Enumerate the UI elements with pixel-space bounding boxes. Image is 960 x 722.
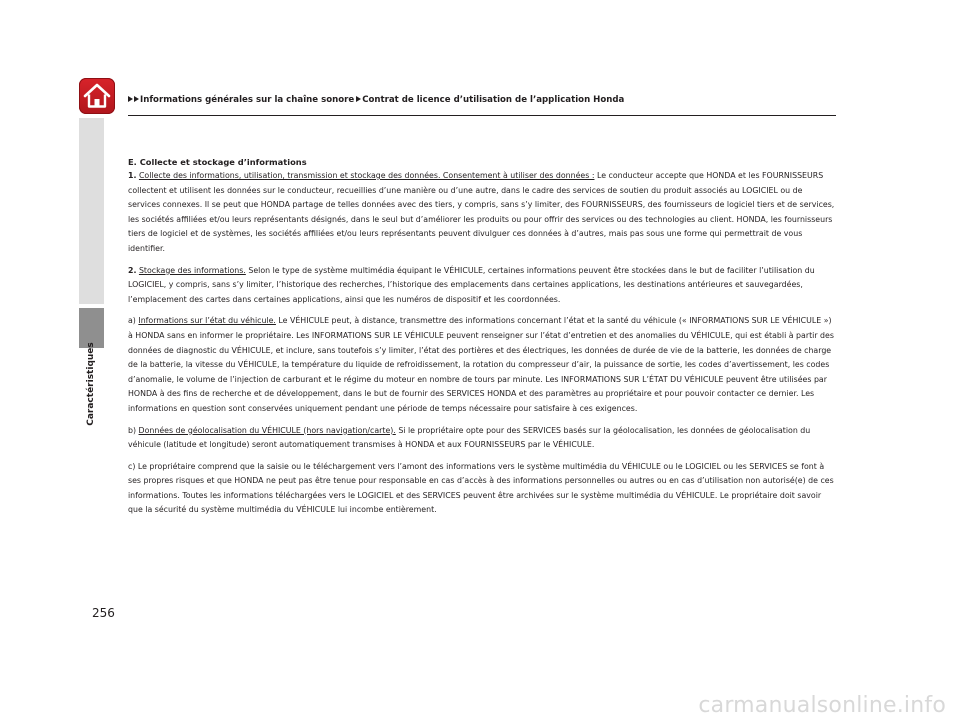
page-number: 256 [92, 606, 115, 620]
home-button[interactable] [79, 78, 115, 114]
sidebar-tab-previous[interactable] [79, 118, 104, 304]
section-title: E. Collecte et stockage d’informations [128, 157, 307, 167]
paragraph-heading: Données de géolocalisation du VÉHICULE (hors navigation/carte). [138, 425, 396, 435]
paragraph-text: Le conducteur accepte que HONDA et les FOURNISSEURS collectent et utilisent les données sur le conducteur, recueillies d’une manière ou d’une autre, dans le cadre des services de soutien du produit associés au LOGICIEL ou de services connexes. Il se peut que HONDA partage de telles données avec des tiers, y compris, sans s’y limiter, des FOURNISSEURS, des fournisseurs de logiciel tiers et de services, les sociétés affiliées et/ou leurs représentants désignés, dans le seul but d’améliorer les produits ou pour offrir des services ou des technologies au client. HONDA, les fournisseurs tiers de logiciel et de systèmes, les sociétés affiliées et/ou leurs représentants peuvent divulguer ces données à d’autres, mais pas sous une forme qui permettrait de vous identifier. [128, 171, 835, 253]
paragraph-heading: Stockage des informations. [138, 265, 246, 275]
sidebar-section-label: Caractéristiques [86, 342, 96, 426]
paragraph-heading: Collecte des informations, utilisation, transmission et stockage des données. Consentement à utiliser des données : [138, 171, 595, 180]
breadcrumb-arrow-icon [134, 96, 139, 102]
document-body [128, 156, 836, 525]
breadcrumb-current: Contrat de licence d’utilisation de l’application Honda [362, 95, 625, 105]
paragraph-heading: Informations sur l’état du véhicule. [138, 316, 276, 326]
paragraph-prefix: b) [128, 425, 139, 435]
paragraph-prefix: a) [128, 316, 139, 326]
breadcrumb-link-general-info[interactable]: Informations générales sur la chaîne sonore [140, 95, 355, 105]
paragraph-text: Le VÉHICULE peut, à distance, transmettre des informations concernant l’état et la santé du véhicule (« INFORMATIONS SUR LE VÉHICULE ») à HONDA sans en informer le propriétaire. Les INFORMATIONS SUR LE VÉHICULE peuvent renseigner sur l’état d’entretien et des anomalies du VÉHICULE, qui est établi à partir des données de diagnostic du VÉHICULE, et inclure, sans toutefois s’y limiter, l’état des portières et des électriques, les données de durée de vie de la batterie, les données de charge de la batterie, la vitesse du VÉHICULE, la température du liquide de refroidissement, la rotation du compresseur d’air, la puissance de sortie, les codes d’avertissement, les codes d’anomalie, le volume de l’injection de carburant et le régime du moteur en nombre de tours par minute. Les INFORMATIONS SUR L’ÉTAT DU VÉHICULE peuvent être utilisées par HONDA à des fins de recherche et de développement, dans le but de fournir des SERVICES HONDA et des paramètres au propriétaire et pour pouvoir contacter ce dernier. Les informations en question sont conservées uniquement pendant une période de temps nécessaire pour satisfaire à ces exigences. [128, 316, 834, 413]
watermark: carmanualsonline.info [698, 693, 946, 718]
paragraph-a [128, 314, 836, 416]
header-divider [128, 115, 836, 116]
breadcrumb [128, 95, 624, 105]
paragraph-1 [128, 169, 836, 257]
paragraph-c: c) Le propriétaire comprend que la saisie ou le téléchargement vers l’amont des informations vers le système multimédia du VÉHICULE ou le LOGICIEL ou les SERVICES se font à ses propres risques et que HONDA ne peut pas être tenue pour responsable en cas d’accès à des informations personnelles ou autres ou en cas d’utilisation non autorisé(e) de ces informations. Toutes les informations téléchargées vers le LOGICIEL et des SERVICES peuvent être archivées sur le système multimédia du VÉHICULE. Le propriétaire doit savoir que la sécurité du système multimédia du VÉHICULE lui incombe entièrement. [128, 461, 834, 515]
paragraph-number: 2. [128, 265, 137, 275]
paragraph-number: 1. [128, 171, 137, 180]
paragraph-text: Si le propriétaire opte pour des SERVICES basés sur la géolocalisation, les données de géolocalisation du véhicule (latitude et longitude) seront automatiquement transmises à HONDA et aux FOURNISSEURS par le VÉHICULE. [128, 425, 811, 450]
paragraph-2 [128, 264, 836, 308]
home-icon [83, 83, 111, 109]
breadcrumb-arrow-icon [356, 96, 361, 102]
breadcrumb-arrow-icon [128, 96, 133, 102]
paragraph-b [128, 424, 836, 453]
paragraph-text: Selon le type de système multimédia équipant le VÉHICULE, certaines informations peuvent être stockées dans le but de faciliter l’utilisation du LOGICIEL, y compris, sans s’y limiter, l’historique des recherches, l’historique des emplacements dans certaines applications, les destinations antérieures et sauvegardées, l’emplacement des cartes dans certaines applications, ainsi que les numéros de dispositif et les coordonnées. [128, 265, 815, 304]
